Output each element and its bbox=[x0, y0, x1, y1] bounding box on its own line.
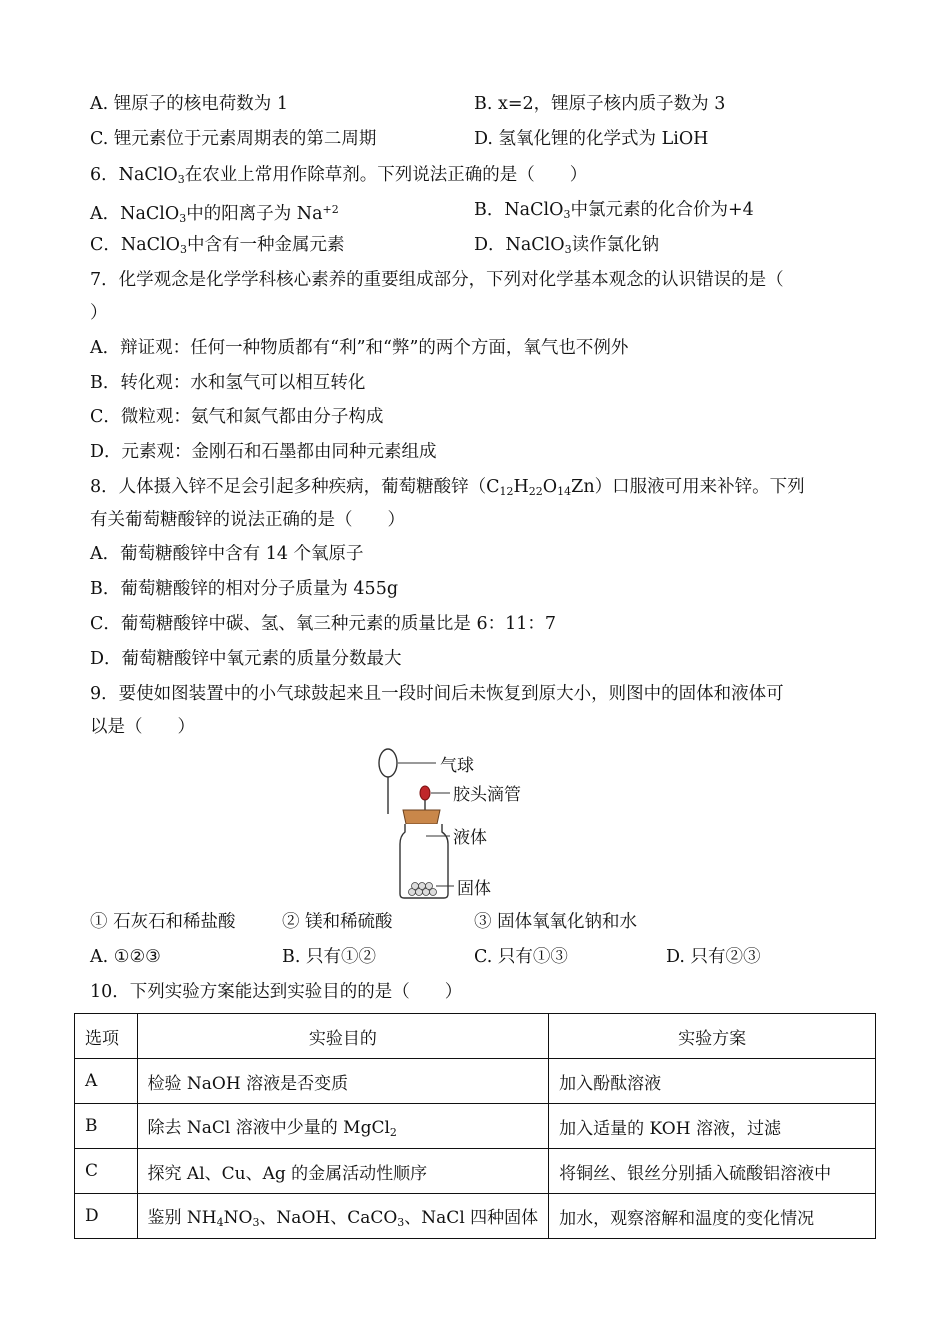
q9-stem-line1: 9．要使如图装置中的小气球鼓起来且一段时间后未恢复到原大小，则图中的固体和液体可 bbox=[90, 684, 784, 704]
q5-option-b: B. x=2，锂原子核内质子数为 3 bbox=[474, 94, 726, 114]
solid-particles bbox=[409, 883, 437, 896]
dropper-bulb bbox=[420, 786, 430, 800]
figure-label-liquid: 液体 bbox=[453, 828, 487, 848]
row-option: C bbox=[75, 1149, 138, 1194]
stopper bbox=[403, 810, 440, 824]
figure-label-dropper: 胶头滴管 bbox=[453, 785, 521, 805]
q9-option-d: D. 只有②③ bbox=[666, 947, 761, 967]
q9-item-2: ② 镁和稀硫酸 bbox=[282, 912, 393, 932]
q8-stem-line2: 有关葡萄糖酸锌的说法正确的是（ ） bbox=[90, 510, 405, 530]
table-header-row bbox=[75, 1014, 876, 1059]
header-plan: 实验方案 bbox=[549, 1014, 876, 1059]
q9-option-a: A. ①②③ bbox=[90, 947, 161, 967]
experiment-table bbox=[74, 1013, 876, 1239]
q6-option-a: A．NaClO$_3$中的阳离子为 $Na^{+2}$ bbox=[90, 203, 339, 225]
q9-item-1: ① 石灰石和稀盐酸 bbox=[90, 912, 236, 932]
q7-option-c: C．微粒观：氨气和氮气都由分子构成 bbox=[90, 407, 384, 427]
header-option: 选项 bbox=[75, 1014, 138, 1059]
q9-stem-line2: 以是（ ） bbox=[90, 717, 195, 737]
q5-option-a: A. 锂原子的核电荷数为 1 bbox=[90, 94, 288, 114]
row-plan: 将铜丝、银丝分别插入硫酸铝溶液中 bbox=[549, 1149, 876, 1194]
row-plan: 加入适量的 KOH 溶液，过滤 bbox=[549, 1104, 876, 1149]
row-goal: 检验 NaOH 溶液是否变质 bbox=[137, 1059, 549, 1104]
q7-stem-line2: ） bbox=[90, 303, 108, 323]
row-option: A bbox=[75, 1059, 138, 1104]
row-goal: 鉴别 $NH_4NO_3$、NaOH、CaCO$_3$、NaCl 四种固体 bbox=[137, 1194, 549, 1239]
row-option: D bbox=[75, 1194, 138, 1239]
q6-option-d: D．NaClO$_3$读作氯化钠 bbox=[474, 235, 660, 256]
q5-option-c: C. 锂元素位于元素周期表的第二周期 bbox=[90, 129, 377, 149]
q5-option-d: D. 氢氧化锂的化学式为 LiOH bbox=[474, 129, 709, 149]
figure-label-solid: 固体 bbox=[457, 879, 491, 899]
q6-stem: 6．NaClO$_3$在农业上常用作除草剂。下列说法正确的是（ ） bbox=[90, 165, 588, 186]
q8-option-a: A．葡萄糖酸锌中含有 14 个氧原子 bbox=[90, 544, 364, 564]
q6-option-b: B．NaClO$_3$中氯元素的化合价为+4 bbox=[474, 200, 754, 221]
header-goal: 实验目的 bbox=[137, 1014, 549, 1059]
q8-option-c: C．葡萄糖酸锌中碳、氢、氧三种元素的质量比是 6：11：7 bbox=[90, 614, 556, 634]
q7-option-b: B．转化观：水和氢气可以相互转化 bbox=[90, 373, 366, 393]
q7-option-d: D．元素观：金刚石和石墨都由同种元素组成 bbox=[90, 442, 437, 462]
row-goal: 除去 NaCl 溶液中少量的 MgCl$_2$ bbox=[137, 1104, 549, 1149]
q9-option-b: B. 只有①② bbox=[282, 947, 376, 967]
figure-label-balloon: 气球 bbox=[440, 756, 474, 776]
q7-stem-line1: 7．化学观念是化学学科核心素养的重要组成部分，下列对化学基本观念的认识错误的是（ bbox=[90, 270, 784, 290]
row-plan: 加水，观察溶解和温度的变化情况 bbox=[549, 1194, 876, 1239]
q8-option-d: D．葡萄糖酸锌中氧元素的质量分数最大 bbox=[90, 649, 402, 669]
row-goal: 探究 Al、Cu、Ag 的金属活动性顺序 bbox=[137, 1149, 549, 1194]
q6-option-c: C．NaClO$_3$中含有一种金属元素 bbox=[90, 235, 345, 256]
apparatus-figure bbox=[370, 744, 580, 904]
q9-option-c: C. 只有①③ bbox=[474, 947, 568, 967]
table-row bbox=[75, 1104, 876, 1149]
row-option: B bbox=[75, 1104, 138, 1149]
q9-item-3: ③ 固体氧氧化钠和水 bbox=[474, 912, 638, 932]
q10-stem: 10．下列实验方案能达到实验目的的是（ ） bbox=[90, 982, 463, 1002]
q8-option-b: B．葡萄糖酸锌的相对分子质量为 455g bbox=[90, 579, 399, 599]
table-row bbox=[75, 1059, 876, 1104]
table-row bbox=[75, 1149, 876, 1194]
balloon-shape bbox=[379, 749, 397, 777]
q7-option-a: A．辩证观：任何一种物质都有“利”和“弊”的两个方面，氧气也不例外 bbox=[90, 338, 629, 358]
table-row bbox=[75, 1194, 876, 1239]
row-plan: 加入酚酞溶液 bbox=[549, 1059, 876, 1104]
q8-stem-line1: 8．人体摄入锌不足会引起多种疾病，葡萄糖酸锌$(C_{12}H_{22}O_{14}Zn)$口服液可用来补锌。下列 bbox=[90, 477, 805, 498]
